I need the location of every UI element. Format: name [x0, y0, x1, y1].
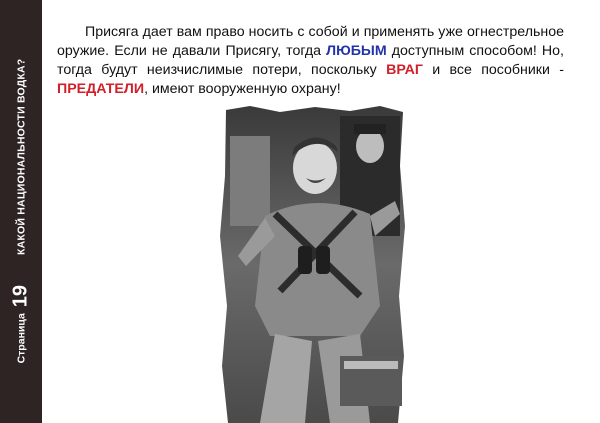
page-number: 19 — [9, 284, 32, 308]
text-part-1: Присяга дает вам право носить с собой и применять уже огнестрельное оружие. Если не давали Присягу, тогда — [57, 24, 564, 59]
emphasis-vrag: ВРАГ — [386, 62, 423, 78]
body-paragraph — [57, 23, 564, 99]
text-part-4: , имеют вооруженную охрану! — [144, 81, 341, 97]
page-word: Страница — [15, 313, 27, 364]
sidebar — [0, 0, 42, 423]
emphasis-lyubym: ЛЮБЫМ — [326, 43, 387, 59]
emphasis-predateli: ПРЕДАТЕЛИ — [57, 81, 145, 97]
soldier-photo — [220, 106, 405, 423]
text-part-3: и все пособники - — [422, 62, 564, 78]
document-title: КАКОЙ НАЦИОНАЛЬНОСТИ ВОДКА? — [15, 58, 27, 255]
text-part-2: доступным способом! Но, тогда будут неизчислимые потери, поскольку — [57, 43, 564, 78]
sidebar-label — [10, 59, 33, 364]
